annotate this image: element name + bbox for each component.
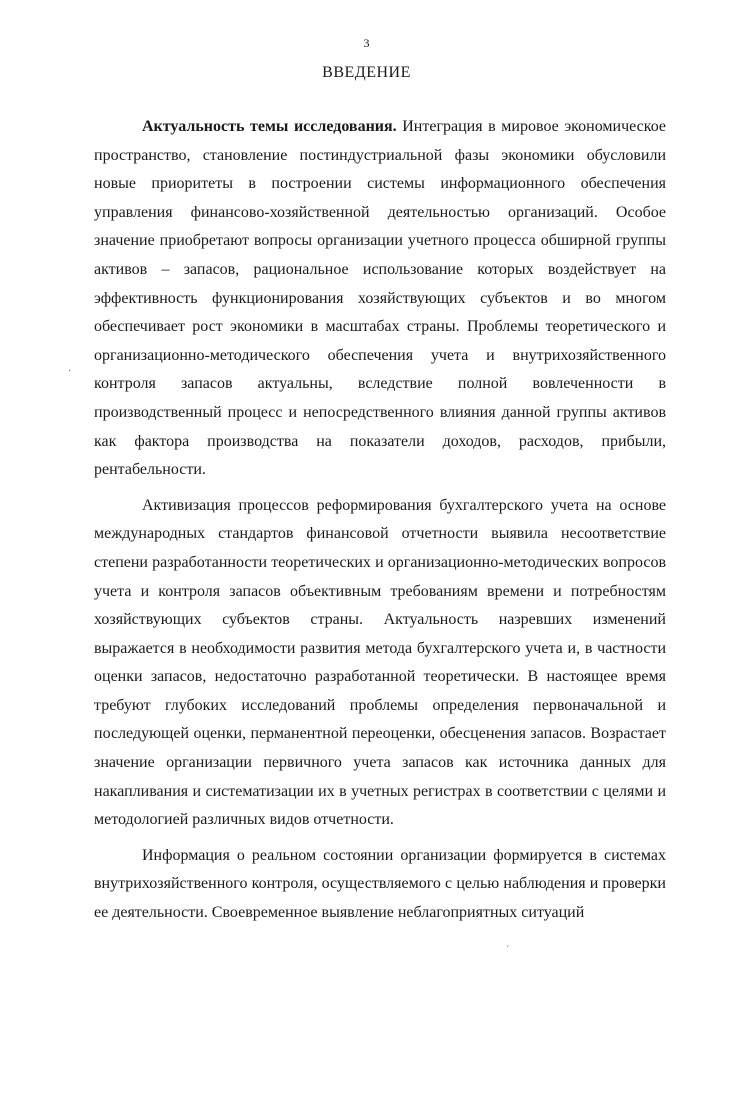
- paragraph-relevance: [94, 113, 666, 485]
- body-text: [94, 113, 666, 935]
- scan-tick-mark: ˊ: [505, 943, 514, 956]
- page-number: 3: [363, 36, 370, 50]
- paragraph-text: Интеграция в мировое экономическое пространство, становление постиндустриальной фазы экономики обусловили новые приоритеты в построении системы информационного обеспечения управления финансово-хозяйственной деятельностью организаций. Особое значение приобретают вопросы организации учетного процесса обширной группы активов – запасов, рациональное использование которых воздействует на эффективность функционирования хозяйствующих субъектов и во многом обеспечивает рост экономики в масштабах страны. Проблемы теоретического и организационно-методического обеспечения учета и внутрихозяйственного контроля запасов актуальны, вследствие полной вовлеченности в производственный процесс и непосредственного влияния данной группы активов как фактора производства на показатели доходов, расходов, прибыли, рентабельности.: [94, 118, 666, 479]
- scan-speck-mark: ·: [68, 366, 72, 377]
- paragraph-lead: Актуальность темы исследования.: [142, 118, 397, 135]
- paragraph-control: [94, 842, 666, 928]
- section-heading: ВВЕДЕНИЕ: [322, 64, 411, 81]
- paragraph-reform: [94, 492, 666, 835]
- paragraph-text: Активизация процессов реформирования бухгалтерского учета на основе международных стандартов финансовой отчетности выявила несоответствие степени разработанности теоретических и организационно-методических вопросов учета и контроля запасов объективным требованиям времени и потребностям хозяйствующих субъектов страны. Актуальность назревших изменений выражается в необходимости развития метода бухгалтерского учета и, в частности оценки запасов, недостаточно разработанной теоретически. В настоящее время требуют глубоких исследований проблемы определения первоначальной и последующей оценки, перманентной переоценки, обесценения запасов. Возрастает значение организации первичного учета запасов как источника данных для накапливания и систематизации их в учетных регистрах в соответствии с целями и методологией различных видов отчетности.: [94, 496, 666, 829]
- paragraph-text: Информация о реальном состоянии организации формируется в системах внутрихозяйственного контроля, осуществляемого с целью наблюдения и проверки ее деятельности. Своевременное выявление неблагоприятных ситуаций: [94, 846, 666, 922]
